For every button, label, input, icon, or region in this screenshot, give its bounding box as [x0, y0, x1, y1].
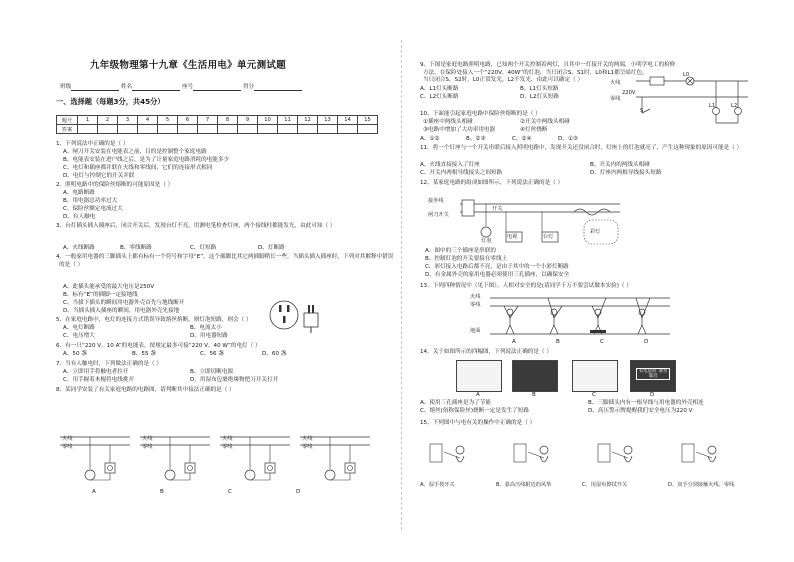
question-option: B、用电器总功率过大 — [63, 198, 118, 204]
question-stem: 方法，在保险处接入一个“220V、40W”的灯泡，当只闭合S、S1时，L0和L1都呈暗红色， — [423, 69, 648, 76]
figure-option-label: D — [650, 392, 655, 398]
answer-cell[interactable] — [358, 125, 378, 134]
person-figure — [636, 298, 650, 334]
q9-s-label: S — [640, 108, 644, 114]
question-option: D、有人触电 — [63, 214, 96, 220]
answer-table — [56, 115, 378, 134]
question-option: B、55 盏 — [132, 351, 156, 357]
question-stem: 12、某家庭电路的组成如图所示，下列说法正确的是（ ） — [420, 180, 564, 186]
table-header-cell: 12 — [298, 116, 318, 125]
fuse-picture — [572, 360, 618, 392]
question-stem: 3、台灯插头插入插座后，闭合开关后，发现台灯不亮，用测电笔检查灯座，两个接线柱都能发光，由此可知（ ） — [56, 223, 336, 229]
figure-option-label: C — [228, 489, 232, 495]
question-option: A、电路断路 — [63, 190, 95, 196]
question-option: D、用电器短路 — [190, 333, 228, 339]
question-option: B、三脚插头内有一根导线与用电器的外壳相连 — [588, 400, 704, 406]
question-option: D、高压警示牌提醒我们安全电压为220 V — [588, 408, 693, 414]
warning-sign-text: 有电危险 请勿靠近 — [636, 368, 670, 380]
question-option: C、电压增大 — [63, 333, 95, 339]
q12-switch-label: 开关 — [492, 206, 503, 212]
table-header-cell: 14 — [338, 116, 358, 125]
question-option: C、L2灯头断路 — [420, 94, 459, 100]
question-stem: 2、照明电路中的保险丝熔断的可能原因是（ ） — [56, 182, 174, 188]
question-option: D、灯座内两根导线接头短路 — [590, 170, 662, 176]
question-option: D、灯断路 — [258, 245, 285, 251]
q9-l1-label: L1 — [709, 103, 716, 109]
q12-desk-lamp-label: 台灯 — [543, 234, 554, 240]
q13-neutral-label: 零线 — [470, 302, 481, 308]
neutral-wire-label: 零线 — [62, 444, 73, 450]
question-option: D、用湿布包裹绝缘物把刀开关打开 — [190, 377, 279, 383]
table-header-row — [57, 116, 378, 125]
answer-cell[interactable] — [78, 125, 98, 134]
q8-circuit-figures — [60, 433, 380, 493]
question-option: B、靠高压线附近的风筝 — [496, 482, 552, 488]
question-option: A、立即用手将触电者拉开 — [63, 369, 129, 375]
answer-cell[interactable] — [298, 125, 318, 134]
q9-l0-label: L0 — [683, 72, 690, 78]
table-header-cell: 5 — [158, 116, 178, 125]
live-wire-label: 火线 — [62, 436, 73, 442]
question-option: A、电灯断路 — [63, 325, 95, 331]
question-option: C、开关内两根导线接头之间短路 — [420, 170, 503, 176]
question-option: C、②④ — [512, 136, 532, 142]
safety-sketch — [514, 444, 548, 462]
neutral-wire-label: 零线 — [142, 444, 153, 450]
question-option: C、当拔下插头的瞬间用电器外壳首先与地线断开 — [63, 300, 185, 306]
question-option: C、彩灯接入电路后都不亮，是由于其中的一个小彩灯断路 — [425, 264, 569, 270]
question-option: D、60 盏 — [262, 351, 287, 357]
table-header-cell: 10 — [258, 116, 278, 125]
safety-sketch — [598, 444, 632, 462]
question-option: C、保险丝额定电流过大 — [63, 206, 123, 212]
question-option: A、①② — [420, 136, 440, 142]
live-wire-label: 火线 — [302, 436, 313, 442]
question-option: C、灯短路 — [190, 245, 217, 251]
question-option: B、标有“E”的插脚一定接地线 — [63, 292, 138, 298]
question-stem: 8、某同学安装了有关家庭电路的电路图，请判断其中接法正确的是（ ） — [56, 387, 235, 393]
answer-cell[interactable] — [278, 125, 298, 134]
question-option: A、火线断路 — [63, 245, 95, 251]
question-stem: 5、在家庭电路中，电灯的连接方式错误导致熔丝熔断，则灯泡短路，则会（ ） — [56, 317, 252, 323]
question-stem: 9、下图是家庭电路照明电路，已知两个开关控制着两灯，且其中一灯接开关的两端，小明学电工的检修 — [420, 62, 676, 68]
answer-cell[interactable] — [178, 125, 198, 134]
question-stem: 4、一般家用电器的三脚插头上都有标有一个符号和字母“E”，这个插脚比其它两插脚稍长一些。当插头插入插座时，下列对其解释中错误 — [56, 254, 394, 260]
question-option: D、电灯与控制它的开关并联 — [63, 173, 135, 179]
question-stem: 11、将一个灯座与一个开关串联后接入照明电路中，发现开关还没闭合时，灯座上的灯泡就亮了，产生这种现象的原因可能是（ ） — [420, 145, 743, 151]
live-wire-label: 火线 — [142, 436, 153, 442]
answer-cell[interactable] — [158, 125, 178, 134]
answer-cell[interactable] — [338, 125, 358, 134]
question-option: A、闸刀开关安装在电能表之前，目的是控制整个家庭电路 — [63, 149, 207, 155]
answer-cell[interactable] — [118, 125, 138, 134]
question-stem: 1、下列说法中正确的是（ ） — [56, 141, 129, 147]
question-option: B、零线断路 — [120, 245, 152, 251]
question-option: A、图中的三个插座是串联的 — [425, 248, 496, 254]
question-option: C、用湿布擦拭开关 — [582, 482, 628, 488]
table-header-cell: 13 — [318, 116, 338, 125]
question-stem: 当只闭合S、S2时，L0正常发光，L2不发光，由此可以确定（ ） — [423, 77, 584, 83]
answer-cell[interactable] — [218, 125, 238, 134]
table-header-cell: 1 — [78, 116, 98, 125]
question-option: ②开关中两线头相碰 — [520, 119, 570, 125]
q13-ground-label: 地面 — [470, 328, 481, 334]
question-option: A、此插头能承受的最大电压是250V — [63, 284, 155, 290]
question-stem: 15、下列图中与电有关的操作中正确的是（ ） — [420, 420, 536, 426]
table-answer-row — [57, 125, 378, 134]
question-option: C、电灯和插座都并联在火线和零线间，它们的连接形式相同 — [63, 165, 213, 171]
answer-cell[interactable] — [258, 125, 278, 134]
live-wire-label: 火线 — [222, 436, 233, 442]
question-option: A、湿手按开关 — [420, 482, 455, 488]
question-option: ③电路中增加了大功率用电器 — [423, 127, 496, 133]
question-stem: 7、当有人触电时，下列做法正确的是（ ） — [56, 361, 163, 367]
answer-cell[interactable] — [238, 125, 258, 134]
figure-option-label: B — [532, 392, 536, 398]
question-option: C、用手握着木棍将电线挑开 — [63, 377, 135, 383]
person-figure — [548, 298, 562, 334]
question-option: B、电能表安装在进户线之后，是为了计量家庭电路消耗的电能多少 — [63, 157, 230, 163]
answer-cell[interactable] — [98, 125, 118, 134]
question-option: A、L1灯头断路 — [420, 86, 459, 92]
question-option: D、当插头插入插座的瞬间，用电器外壳先接地 — [63, 308, 180, 314]
question-option: ④灯丝烧断 — [520, 127, 548, 133]
q9-live-label: 火线 — [610, 80, 621, 86]
figure-option-label: D — [296, 489, 301, 495]
safety-sketch — [430, 444, 464, 462]
table-header-cell: 11 — [278, 116, 298, 125]
q12-tv-label: 电视 — [507, 234, 518, 240]
figure-option-label: D — [644, 339, 649, 345]
safety-sketch — [682, 444, 716, 462]
q13-live-label: 火线 — [470, 294, 481, 300]
table-header-cell: 2 — [98, 116, 118, 125]
table-header-cell: 7 — [198, 116, 218, 125]
q12-household-circuit — [424, 196, 624, 256]
question-option: A、火线直接接入了灯座 — [420, 162, 480, 168]
question-option: B、开关内的两线头相碰 — [590, 162, 650, 168]
question-option: D、有金属外壳的家用电器必须使用三孔插座，以确保安全 — [425, 272, 570, 278]
column-divider — [401, 40, 402, 530]
table-header-cell: 9 — [238, 116, 258, 125]
q9-l2-label: L2 — [731, 103, 738, 109]
q9-neutral-label: 零线 — [610, 96, 621, 102]
question-option: B、L1灯头短路 — [520, 86, 559, 92]
question-option: A、50 盏 — [63, 351, 87, 357]
figure-option-label: A — [512, 339, 516, 345]
table-header-cell: 8 — [218, 116, 238, 125]
figure-option-label: B — [556, 339, 560, 345]
question-stem: 13、下列四种情况中（见下图），人相对安全的是(请同学千万不要尝试做本实验)（ ） — [420, 283, 632, 289]
question-stem: 的是（ ） — [59, 261, 84, 268]
q12-string-lights-label: 彩灯 — [590, 229, 601, 235]
neutral-wire-label: 零线 — [302, 444, 313, 450]
question-option: C、熔丝(俗称保险丝)烧断一定是发生了短路 — [420, 408, 529, 414]
question-stem: 6、有一只“220 V、10 A”的电能表，按规定最多可接“220 V、40 W”的电灯（ ） — [56, 343, 261, 349]
table-header-cell: 15 — [358, 116, 378, 125]
q15-figures — [420, 440, 740, 478]
question-option: D、双手分别接触火线、零线 — [668, 482, 735, 488]
figure-option-label: C — [600, 339, 604, 345]
question-option: D、L2灯头短路 — [520, 94, 559, 100]
section-title: 一、选择题（每题3分，共45分） — [56, 97, 165, 106]
person-figure — [504, 306, 518, 334]
table-header-cell: 4 — [138, 116, 158, 125]
plug-picture — [512, 360, 558, 392]
question-option: B、②③ — [466, 136, 486, 142]
table-header-cell: 题号 — [57, 116, 78, 125]
q13-figure — [490, 294, 670, 344]
question-option: B、电流太小 — [190, 325, 222, 331]
question-stem: 10、下面能引起家庭电路中保险丝熔断的是（ ） — [420, 111, 541, 117]
class-field: 班级 姓名 座号 得分 — [60, 84, 302, 91]
neutral-wire-label: 零线 — [222, 444, 233, 450]
q12-input-label: 接外线 — [428, 198, 444, 204]
question-option: D、①③ — [558, 136, 578, 142]
question-option: B、立即切断电源 — [190, 369, 233, 375]
table-header-cell: 6 — [178, 116, 198, 125]
question-stem: 14、关于如图所示的四幅图，下列说法正确的是（ ） — [420, 349, 552, 355]
q9-meter-label: 220V — [622, 90, 636, 96]
socket-picture — [456, 360, 502, 392]
answer-cell[interactable] — [318, 125, 338, 134]
plug-figure — [268, 299, 328, 335]
table-header-cell: 3 — [118, 116, 138, 125]
figure-option-label: A — [476, 392, 480, 398]
answer-cell[interactable] — [138, 125, 158, 134]
question-option: B、控制灯泡的开关要接在零线上 — [425, 256, 508, 262]
page-title: 九年级物理第十九章《生活用电》单元测试题 — [90, 60, 287, 71]
figure-option-label: B — [160, 489, 164, 495]
table-answer-label: 答案 — [57, 125, 78, 134]
answer-cell[interactable] — [198, 125, 218, 134]
figure-option-label: C — [592, 392, 596, 398]
question-option: A、使用三孔插座是为了节能 — [420, 400, 491, 406]
q12-knife-switch-label: 闸刀开关 — [428, 212, 449, 218]
person-figure — [590, 298, 606, 334]
question-option: ①插座中两线头相碰 — [423, 119, 473, 125]
question-option: C、56 盏 — [200, 351, 224, 357]
figure-option-label: A — [92, 489, 96, 495]
q12-lamp-label: 灯泡 — [481, 238, 492, 244]
